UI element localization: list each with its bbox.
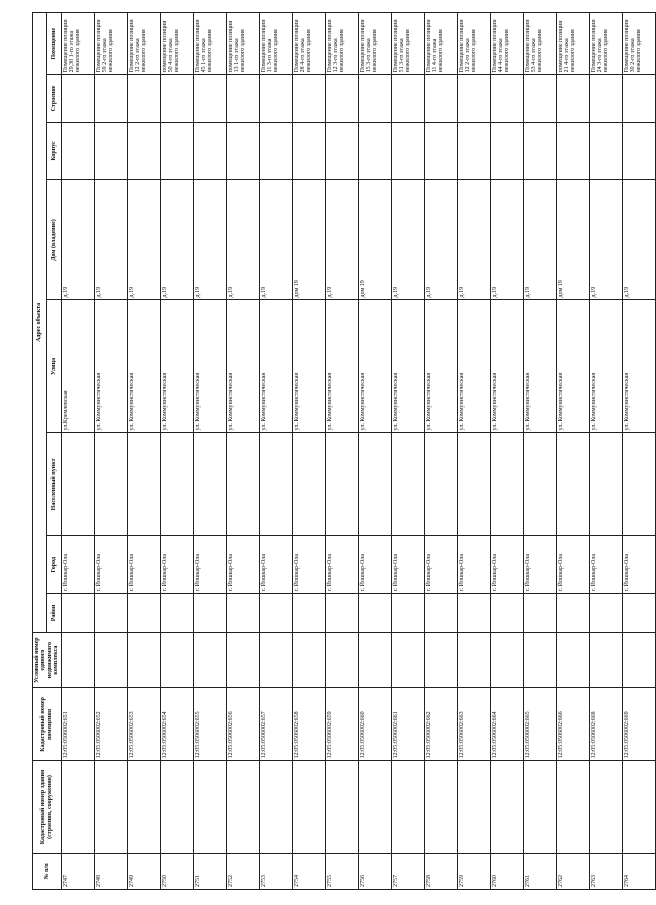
cell-building-cadastral xyxy=(292,761,325,853)
cell-building xyxy=(160,75,193,122)
cell-city: г. Йошкар-Ола xyxy=(490,536,523,594)
table-body xyxy=(61,13,655,890)
cell-house: дом 19 xyxy=(358,180,391,300)
cell-city: г. Йошкар-Ола xyxy=(325,536,358,594)
table-row xyxy=(94,13,127,890)
cell-building-cadastral xyxy=(424,761,457,853)
cell-district xyxy=(325,594,358,633)
cell-premise: Помещение позиции 11 3-го этажа нежилого здания xyxy=(259,13,292,75)
table-row xyxy=(457,13,490,890)
cell-city: г. Йошкар-Ола xyxy=(457,536,490,594)
cell-premise: Помещение позиции 15 3-го этажа нежилого здания xyxy=(358,13,391,75)
cell-building xyxy=(391,75,424,122)
cell-premise-cadastral: 12:05:0506002:651 xyxy=(61,688,94,761)
cell-premise: Помещение позиции 28 4-го этажа нежилого здания xyxy=(292,13,325,75)
property-register-table xyxy=(32,12,656,890)
table-row xyxy=(226,13,259,890)
cell-city: г. Йошкар-Ола xyxy=(292,536,325,594)
cell-num: 2751 xyxy=(193,853,226,889)
table-row xyxy=(292,13,325,890)
cell-building xyxy=(325,75,358,122)
table-row xyxy=(325,13,358,890)
table-row xyxy=(391,13,424,890)
header-num: № п/п xyxy=(33,853,62,889)
cell-premise-cadastral: 12:05:0506002:653 xyxy=(127,688,160,761)
cell-building-cadastral xyxy=(259,761,292,853)
cell-street: ул. Коммунистическая xyxy=(556,300,589,433)
cell-conditional-number xyxy=(160,632,193,688)
cell-district xyxy=(490,594,523,633)
cell-settlement xyxy=(622,433,655,536)
cell-corpus xyxy=(556,122,589,180)
cell-street: ул. Коммунистическая xyxy=(292,300,325,433)
cell-corpus xyxy=(523,122,556,180)
cell-corpus xyxy=(589,122,622,180)
cell-conditional-number xyxy=(259,632,292,688)
cell-conditional-number xyxy=(94,632,127,688)
table-row xyxy=(193,13,226,890)
cell-conditional-number xyxy=(325,632,358,688)
cell-street: ул. Коммунистическая xyxy=(193,300,226,433)
cell-num: 2759 xyxy=(457,853,490,889)
cell-district xyxy=(622,594,655,633)
cell-premise-cadastral: 12:05:0506002:652 xyxy=(94,688,127,761)
cell-building xyxy=(292,75,325,122)
cell-district xyxy=(556,594,589,633)
cell-building-cadastral xyxy=(556,761,589,853)
cell-premise: помещение позиции 21 4-го этажа нежилого здания xyxy=(556,13,589,75)
cell-street: ул. Коммунистическая xyxy=(160,300,193,433)
cell-street: ул. Коммунистическая xyxy=(424,300,457,433)
cell-premise-cadastral: 12:05:0506002:655 xyxy=(193,688,226,761)
cell-settlement xyxy=(457,433,490,536)
cell-corpus xyxy=(358,122,391,180)
cell-building xyxy=(61,75,94,122)
cell-city: г. Йошкар-Ола xyxy=(523,536,556,594)
cell-city: г. Йошкар-Ола xyxy=(61,536,94,594)
header-building: Строение xyxy=(47,75,61,122)
cell-corpus xyxy=(391,122,424,180)
cell-conditional-number xyxy=(358,632,391,688)
cell-num: 2752 xyxy=(226,853,259,889)
cell-city: г. Йошкар-Ола xyxy=(424,536,457,594)
cell-district xyxy=(226,594,259,633)
cell-house: д.19 xyxy=(622,180,655,300)
cell-street: ул. Коммунистическая xyxy=(523,300,556,433)
cell-premise: Помещение позиции 12 3-го этажа нежилого здания xyxy=(325,13,358,75)
cell-building xyxy=(358,75,391,122)
cell-street: ул. Коммунистическая xyxy=(325,300,358,433)
cell-district xyxy=(94,594,127,633)
cell-building-cadastral xyxy=(523,761,556,853)
cell-building-cadastral xyxy=(457,761,490,853)
cell-corpus xyxy=(457,122,490,180)
cell-premise-cadastral: 12:05:0506002:657 xyxy=(259,688,292,761)
cell-city: г. Йошкар-Ола xyxy=(127,536,160,594)
cell-premise: Помещение позиции 45 1-го этажа нежилого здания xyxy=(193,13,226,75)
header-building-cadastral: Кадастровый номер здания (строения, сооружения) xyxy=(33,761,62,853)
cell-city: г. Йошкар-Ола xyxy=(622,536,655,594)
table-header xyxy=(33,13,62,890)
cell-settlement xyxy=(391,433,424,536)
cell-district xyxy=(292,594,325,633)
cell-district xyxy=(589,594,622,633)
header-conditional-number: Условный номер единого недвижимого комплекса xyxy=(33,632,62,688)
cell-building xyxy=(226,75,259,122)
cell-conditional-number xyxy=(61,632,94,688)
cell-house: д.19 xyxy=(226,180,259,300)
table-row xyxy=(556,13,589,890)
cell-settlement xyxy=(490,433,523,536)
cell-district xyxy=(193,594,226,633)
cell-building-cadastral xyxy=(193,761,226,853)
cell-conditional-number xyxy=(424,632,457,688)
table-row xyxy=(589,13,622,890)
cell-house: д.19 xyxy=(457,180,490,300)
cell-corpus xyxy=(160,122,193,180)
cell-building xyxy=(94,75,127,122)
table-row xyxy=(61,13,94,890)
cell-district xyxy=(457,594,490,633)
cell-settlement xyxy=(94,433,127,536)
cell-building-cadastral xyxy=(622,761,655,853)
header-premise: Помещение xyxy=(47,13,61,75)
cell-premise-cadastral: 12:05:0506002:666 xyxy=(556,688,589,761)
table-row xyxy=(358,13,391,890)
cell-house: д.19 xyxy=(523,180,556,300)
cell-settlement xyxy=(259,433,292,536)
cell-settlement xyxy=(523,433,556,536)
cell-settlement xyxy=(556,433,589,536)
cell-street: ул. Коммунистическая xyxy=(127,300,160,433)
table-row xyxy=(127,13,160,890)
cell-num: 2763 xyxy=(589,853,622,889)
cell-premise-cadastral: 12:05:0506002:664 xyxy=(490,688,523,761)
cell-house: д.19 xyxy=(127,180,160,300)
cell-house: д.19 xyxy=(490,180,523,300)
cell-street: ул.Кремлевская xyxy=(61,300,94,433)
cell-premise-cadastral: 12:05:0506002:662 xyxy=(424,688,457,761)
cell-house: д.19 xyxy=(589,180,622,300)
cell-premise: Помещение позиции 59 2-го этажа нежилого здания xyxy=(94,13,127,75)
cell-num: 2756 xyxy=(358,853,391,889)
cell-house: д.19 xyxy=(61,180,94,300)
cell-conditional-number xyxy=(556,632,589,688)
cell-settlement xyxy=(358,433,391,536)
cell-num: 2754 xyxy=(292,853,325,889)
cell-district xyxy=(259,594,292,633)
cell-num: 2749 xyxy=(127,853,160,889)
cell-settlement xyxy=(292,433,325,536)
cell-num: 2747 xyxy=(61,853,94,889)
table-row xyxy=(523,13,556,890)
cell-building xyxy=(193,75,226,122)
cell-num: 2760 xyxy=(490,853,523,889)
header-settlement: Населенный пункт xyxy=(47,433,61,536)
cell-district xyxy=(127,594,160,633)
cell-house: дом 19 xyxy=(292,180,325,300)
cell-street: ул. Коммунистическая xyxy=(259,300,292,433)
cell-building-cadastral xyxy=(127,761,160,853)
cell-premise-cadastral: 12:05:0506002:660 xyxy=(358,688,391,761)
cell-settlement xyxy=(127,433,160,536)
header-address-group: Адрес объекта xyxy=(33,13,47,633)
header-city: Город xyxy=(47,536,61,594)
cell-building-cadastral xyxy=(358,761,391,853)
cell-city: г. Йошкар-Ола xyxy=(94,536,127,594)
cell-settlement xyxy=(589,433,622,536)
cell-premise: помещение позиции 13 1-го этажа нежилого здания xyxy=(226,13,259,75)
cell-corpus xyxy=(127,122,160,180)
cell-district xyxy=(424,594,457,633)
cell-building xyxy=(622,75,655,122)
cell-settlement xyxy=(226,433,259,536)
cell-district xyxy=(523,594,556,633)
cell-num: 2762 xyxy=(556,853,589,889)
table-row xyxy=(259,13,292,890)
cell-district xyxy=(160,594,193,633)
cell-conditional-number xyxy=(622,632,655,688)
cell-street: ул. Коммунистическая xyxy=(226,300,259,433)
cell-building xyxy=(424,75,457,122)
cell-corpus xyxy=(490,122,523,180)
cell-premise-cadastral: 12:05:0506002:656 xyxy=(226,688,259,761)
header-district: Район xyxy=(47,594,61,633)
cell-corpus xyxy=(325,122,358,180)
cell-premise: Помещение позиции 51 3-го этажа нежилого здания xyxy=(391,13,424,75)
cell-building-cadastral xyxy=(490,761,523,853)
cell-house: д.19 xyxy=(160,180,193,300)
cell-num: 2750 xyxy=(160,853,193,889)
cell-building-cadastral xyxy=(325,761,358,853)
cell-city: г. Йошкар-Ола xyxy=(259,536,292,594)
cell-premise-cadastral: 12:05:0506002:658 xyxy=(292,688,325,761)
header-premise-cadastral: Кадастровый номер помещения xyxy=(33,688,62,761)
cell-num: 2761 xyxy=(523,853,556,889)
cell-house: д.19 xyxy=(391,180,424,300)
cell-house: д.19 xyxy=(193,180,226,300)
cell-district xyxy=(391,594,424,633)
cell-settlement xyxy=(61,433,94,536)
cell-city: г. Йошкар-Ола xyxy=(358,536,391,594)
cell-house: д.19 xyxy=(424,180,457,300)
cell-premise: Помещение позиции 11 4-го этажа нежилого здания xyxy=(424,13,457,75)
cell-num: 2748 xyxy=(94,853,127,889)
cell-building-cadastral xyxy=(94,761,127,853)
cell-corpus xyxy=(226,122,259,180)
cell-district xyxy=(358,594,391,633)
cell-street: ул. Коммунистическая xyxy=(94,300,127,433)
cell-corpus xyxy=(292,122,325,180)
cell-district xyxy=(61,594,94,633)
cell-street: ул. Коммунистическая xyxy=(457,300,490,433)
cell-premise: помещение позиции 50 4-го этажа нежилого здания xyxy=(160,13,193,75)
cell-building-cadastral xyxy=(589,761,622,853)
table-row xyxy=(490,13,523,890)
cell-settlement xyxy=(424,433,457,536)
cell-street: ул. Коммунистическая xyxy=(490,300,523,433)
cell-street: ул. Коммунистическая xyxy=(622,300,655,433)
cell-building xyxy=(490,75,523,122)
cell-building xyxy=(556,75,589,122)
cell-premise-cadastral: 12:05:0506002:659 xyxy=(325,688,358,761)
cell-street: ул. Коммунистическая xyxy=(589,300,622,433)
cell-num: 2757 xyxy=(391,853,424,889)
cell-house: д.19 xyxy=(259,180,292,300)
cell-premise: Помещение позиции 53 4-го этажа нежилого здания xyxy=(523,13,556,75)
cell-premise-cadastral: 12:05:0506002:661 xyxy=(391,688,424,761)
cell-house: д.19 xyxy=(94,180,127,300)
cell-city: г. Йошкар-Ола xyxy=(226,536,259,594)
header-corpus: Корпус xyxy=(47,122,61,180)
cell-city: г. Йошкар-Ола xyxy=(193,536,226,594)
cell-city: г. Йошкар-Ола xyxy=(391,536,424,594)
cell-house: д.19 xyxy=(325,180,358,300)
cell-conditional-number xyxy=(391,632,424,688)
cell-building xyxy=(259,75,292,122)
cell-premise-cadastral: 12:05:0506002:668 xyxy=(589,688,622,761)
cell-conditional-number xyxy=(523,632,556,688)
cell-premise: Помещение позиции 12 2-го этажа нежилого здания xyxy=(457,13,490,75)
cell-conditional-number xyxy=(589,632,622,688)
cell-settlement xyxy=(160,433,193,536)
cell-building xyxy=(523,75,556,122)
cell-corpus xyxy=(61,122,94,180)
table-row xyxy=(424,13,457,890)
cell-premise: Помещение позиции 44 4-го этажа нежилого здания xyxy=(490,13,523,75)
cell-num: 2753 xyxy=(259,853,292,889)
table-row xyxy=(622,13,655,890)
cell-city: г. Йошкар-Ола xyxy=(556,536,589,594)
cell-premise: Помещение позиции 30 2-го этажа нежилого здания xyxy=(622,13,655,75)
cell-conditional-number xyxy=(127,632,160,688)
cell-premise: Помещение позиции 24 3-го этажа нежилого здания xyxy=(589,13,622,75)
cell-num: 2764 xyxy=(622,853,655,889)
cell-city: г. Йошкар-Ола xyxy=(160,536,193,594)
cell-corpus xyxy=(424,122,457,180)
cell-premise-cadastral: 12:05:0506002:663 xyxy=(457,688,490,761)
cell-num: 2758 xyxy=(424,853,457,889)
cell-street: ул. Коммунистическая xyxy=(391,300,424,433)
header-street: Улица xyxy=(47,300,61,433)
cell-building xyxy=(127,75,160,122)
header-house: Дом (владение) xyxy=(47,180,61,300)
cell-street: ул. Коммунистическая xyxy=(358,300,391,433)
cell-premise-cadastral: 12:05:0506002:669 xyxy=(622,688,655,761)
cell-building-cadastral xyxy=(226,761,259,853)
cell-settlement xyxy=(193,433,226,536)
cell-conditional-number xyxy=(193,632,226,688)
cell-conditional-number xyxy=(292,632,325,688)
cell-corpus xyxy=(193,122,226,180)
cell-city: г. Йошкар-Ола xyxy=(589,536,622,594)
cell-building xyxy=(457,75,490,122)
cell-conditional-number xyxy=(490,632,523,688)
table-row xyxy=(160,13,193,890)
cell-settlement xyxy=(325,433,358,536)
cell-premise-cadastral: 12:05:0506002:654 xyxy=(160,688,193,761)
cell-premise: Помещение позиции 29,30 1-го этажа нежилого здания xyxy=(61,13,94,75)
cell-building-cadastral xyxy=(160,761,193,853)
cell-corpus xyxy=(622,122,655,180)
cell-conditional-number xyxy=(226,632,259,688)
cell-corpus xyxy=(94,122,127,180)
cell-num: 2755 xyxy=(325,853,358,889)
cell-building-cadastral xyxy=(61,761,94,853)
cell-premise: Помещение позиции 12 2-го этажа нежилого здания xyxy=(127,13,160,75)
cell-building-cadastral xyxy=(391,761,424,853)
cell-corpus xyxy=(259,122,292,180)
cell-building xyxy=(589,75,622,122)
cell-premise-cadastral: 12:05:0506002:665 xyxy=(523,688,556,761)
cell-house: дом 19 xyxy=(556,180,589,300)
cell-conditional-number xyxy=(457,632,490,688)
